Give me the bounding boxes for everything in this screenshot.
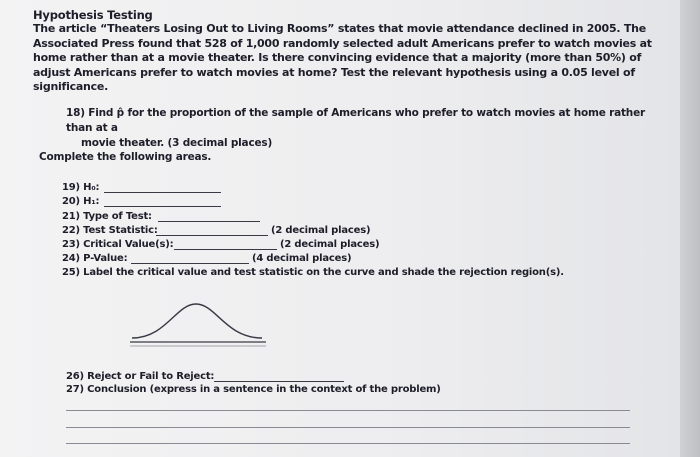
intro-body: states that movie attendance declined in 2005. The Associated Press found that 528 of 1,000 randomly selected adult Americans prefer to watch movies at home rather than at a movie theater. Is there convincing evidence that a majority (more than 50%) of adjust Americans prefer to watch movies at home? Test the relevant hypothesis using a 0.05 level of significance.: [33, 22, 652, 93]
problem-intro: [33, 22, 663, 95]
decision-blank[interactable]: [214, 381, 344, 382]
page-title: Hypothesis Testing: [33, 8, 153, 22]
item-20-alt-hypothesis: 20) H₁:: [62, 196, 100, 207]
article-title: “Theaters Losing Out to Living Rooms”: [100, 22, 335, 35]
conclusion-line-2[interactable]: [66, 427, 630, 428]
page-edge-shadow: [680, 0, 700, 457]
intro-lead: The article: [33, 22, 101, 35]
normal-curve: [132, 304, 262, 338]
null-hypothesis-blank[interactable]: [104, 192, 221, 193]
item-25-label-curve: 25) Label the critical value and test statistic on the curve and shade the rejection region(s).: [62, 267, 564, 278]
item-19-null-hypothesis: 19) H₀:: [62, 182, 100, 193]
question-18: [66, 106, 646, 151]
complete-areas-label: Complete the following areas.: [39, 151, 212, 163]
normal-curve-diagram[interactable]: [128, 298, 268, 350]
conclusion-line-1[interactable]: [66, 410, 630, 411]
conclusion-line-3[interactable]: [66, 443, 630, 444]
item-27-conclusion: 27) Conclusion (express in a sentence in the context of the problem): [66, 384, 441, 395]
test-statistic-note: (2 decimal places): [271, 225, 371, 236]
item-23-critical-values: 23) Critical Value(s):: [62, 239, 174, 250]
item-24-p-value: 24) P-Value:: [62, 253, 128, 264]
item-26-decision: 26) Reject or Fail to Reject:: [66, 371, 215, 382]
alt-hypothesis-blank[interactable]: [104, 206, 221, 207]
item-21-test-type: 21) Type of Test:: [62, 211, 152, 222]
item-22-test-statistic: 22) Test Statistic:: [62, 225, 158, 236]
test-statistic-blank[interactable]: [156, 235, 268, 236]
critical-values-note: (2 decimal places): [280, 239, 380, 250]
p-value-blank[interactable]: [131, 263, 249, 264]
question-18-line1: 18) Find p̂ for the proportion of the sample of Americans who prefer to watch movies at home rather than at a: [66, 107, 645, 134]
p-value-note: (4 decimal places): [252, 253, 352, 264]
test-type-blank[interactable]: [158, 221, 260, 222]
critical-values-blank[interactable]: [174, 249, 277, 250]
question-18-line2: movie theater. (3 decimal places): [81, 137, 273, 149]
